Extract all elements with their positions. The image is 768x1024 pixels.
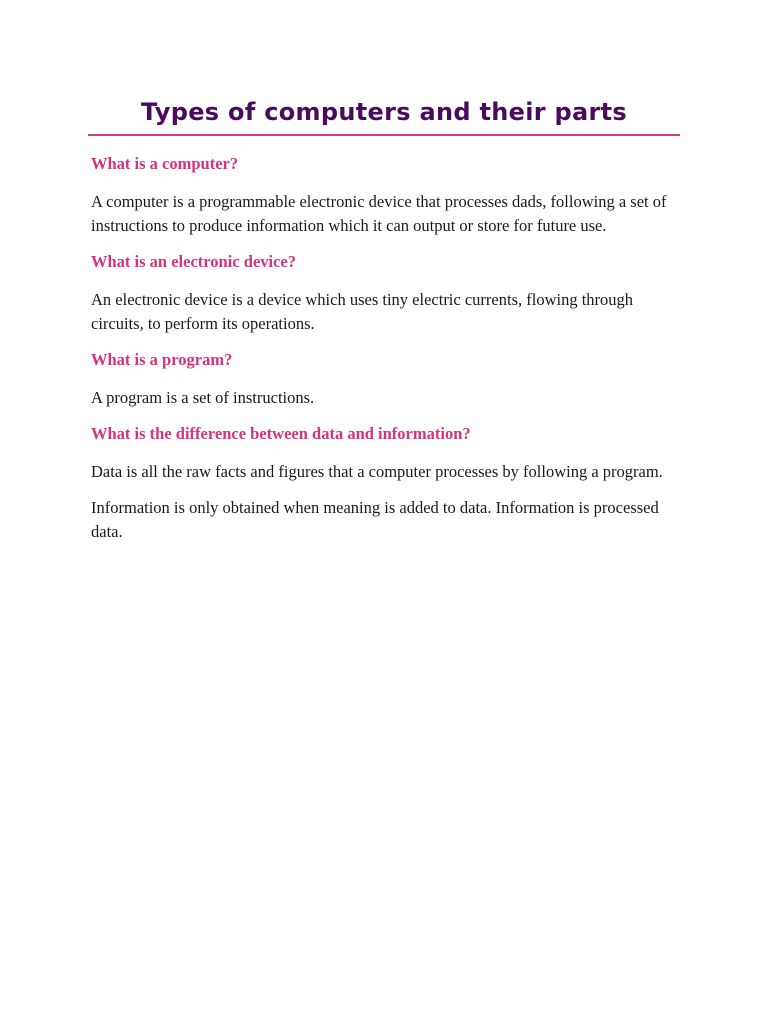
document-title: Types of computers and their parts bbox=[140, 98, 627, 126]
document-body bbox=[91, 152, 681, 544]
question-heading: What is a computer? bbox=[91, 154, 239, 173]
question-heading: What is an electronic device? bbox=[91, 252, 296, 271]
answer-paragraph: Data is all the raw facts and figures that a computer processes by following a program. bbox=[91, 462, 663, 481]
question-heading: What is the difference between data and information? bbox=[91, 424, 471, 443]
answer-paragraph: Information is only obtained when meaning is added to data. Information is processed data. bbox=[91, 498, 659, 541]
question-heading: What is a program? bbox=[91, 350, 233, 369]
answer-paragraph: An electronic device is a device which uses tiny electric currents, flowing through circuits, to perform its operations. bbox=[91, 290, 634, 333]
title-divider bbox=[88, 134, 680, 136]
answer-paragraph: A computer is a programmable electronic device that processes dads, following a set of instructions to produce information which it can output or store for future use. bbox=[91, 192, 667, 235]
answer-paragraph: A program is a set of instructions. bbox=[91, 388, 315, 407]
